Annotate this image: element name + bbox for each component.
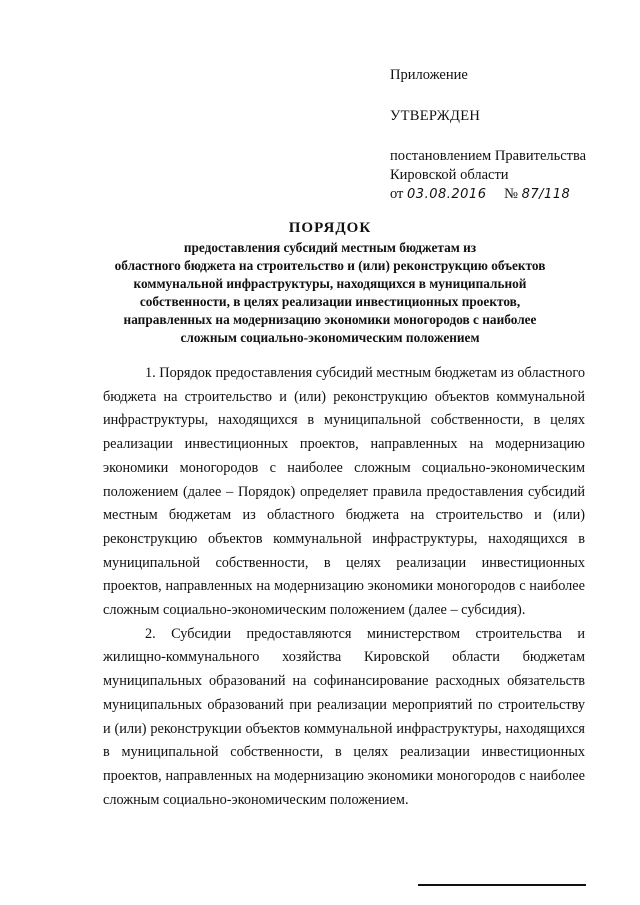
resolution-date-number [390, 185, 620, 204]
paragraph-1: 1. Порядок предоставления субсидий местным бюджетам из областного бюджета на строительство и (или) реконструкцию объектов коммунальной инфраструктуры, находящихся в муниципальной собственности, в целях реализации инвестиционных проектов, направленных на модернизацию экономики моногородов с наиболее сложным социально-экономическим положением (далее – Порядок) определяет правила предоставления субсидий местным бюджетам из областного бюджета на строительство и (или) реконструкцию объектов коммунальной инфраструктуры, находящихся в муниципальной собственности, в целях реализации инвестиционных проектов, направленных на модернизацию экономики моногородов с наиболее сложным социально-экономическим положением (далее – субсидия). [103, 365, 585, 619]
resolution-line-1: постановлением Правительства [390, 148, 587, 164]
approval-stamp-block [390, 66, 620, 204]
number-label: № [504, 186, 518, 202]
bottom-rule-line [418, 884, 586, 886]
appendix-label: Приложение [390, 67, 468, 83]
document-subtitle: предоставления субсидий местным бюджетам из областного бюджета на строительство и (или) реконструкцию объектов коммунальной инфраструктуры, находящихся в муниципальной собственности, в целях реализации инвестиционных проектов, направленных на модернизацию экономики моногородов с наиболее сложным социально-экономическим положением [114, 240, 546, 345]
approved-label: УТВЕРЖДЕН [390, 108, 481, 124]
paragraph-2: 2. Субсидии предоставляются министерством строительства и жилищно-коммунального хозяйства Кировской области бюджетам муниципальных образований на софинансирование расходных обязательств муниципальных образований при реализации мероприятий по строительству и (или) реконструкции объектов коммунальной инфраструктуры, находящихся в муниципальной собственности, в целях реализации инвестиционных проектов, направленных на модернизацию экономики моногородов с наиболее сложным социально-экономическим положением. [103, 625, 585, 808]
document-title-block [100, 218, 560, 347]
document-body [103, 362, 585, 812]
resolution-line-2: Кировской области [390, 167, 509, 183]
handwritten-date: 03.08.2016 [407, 187, 487, 202]
handwritten-number: 87/118 [521, 187, 571, 202]
document-title: ПОРЯДОК [288, 220, 372, 236]
date-prefix: от [390, 186, 404, 202]
